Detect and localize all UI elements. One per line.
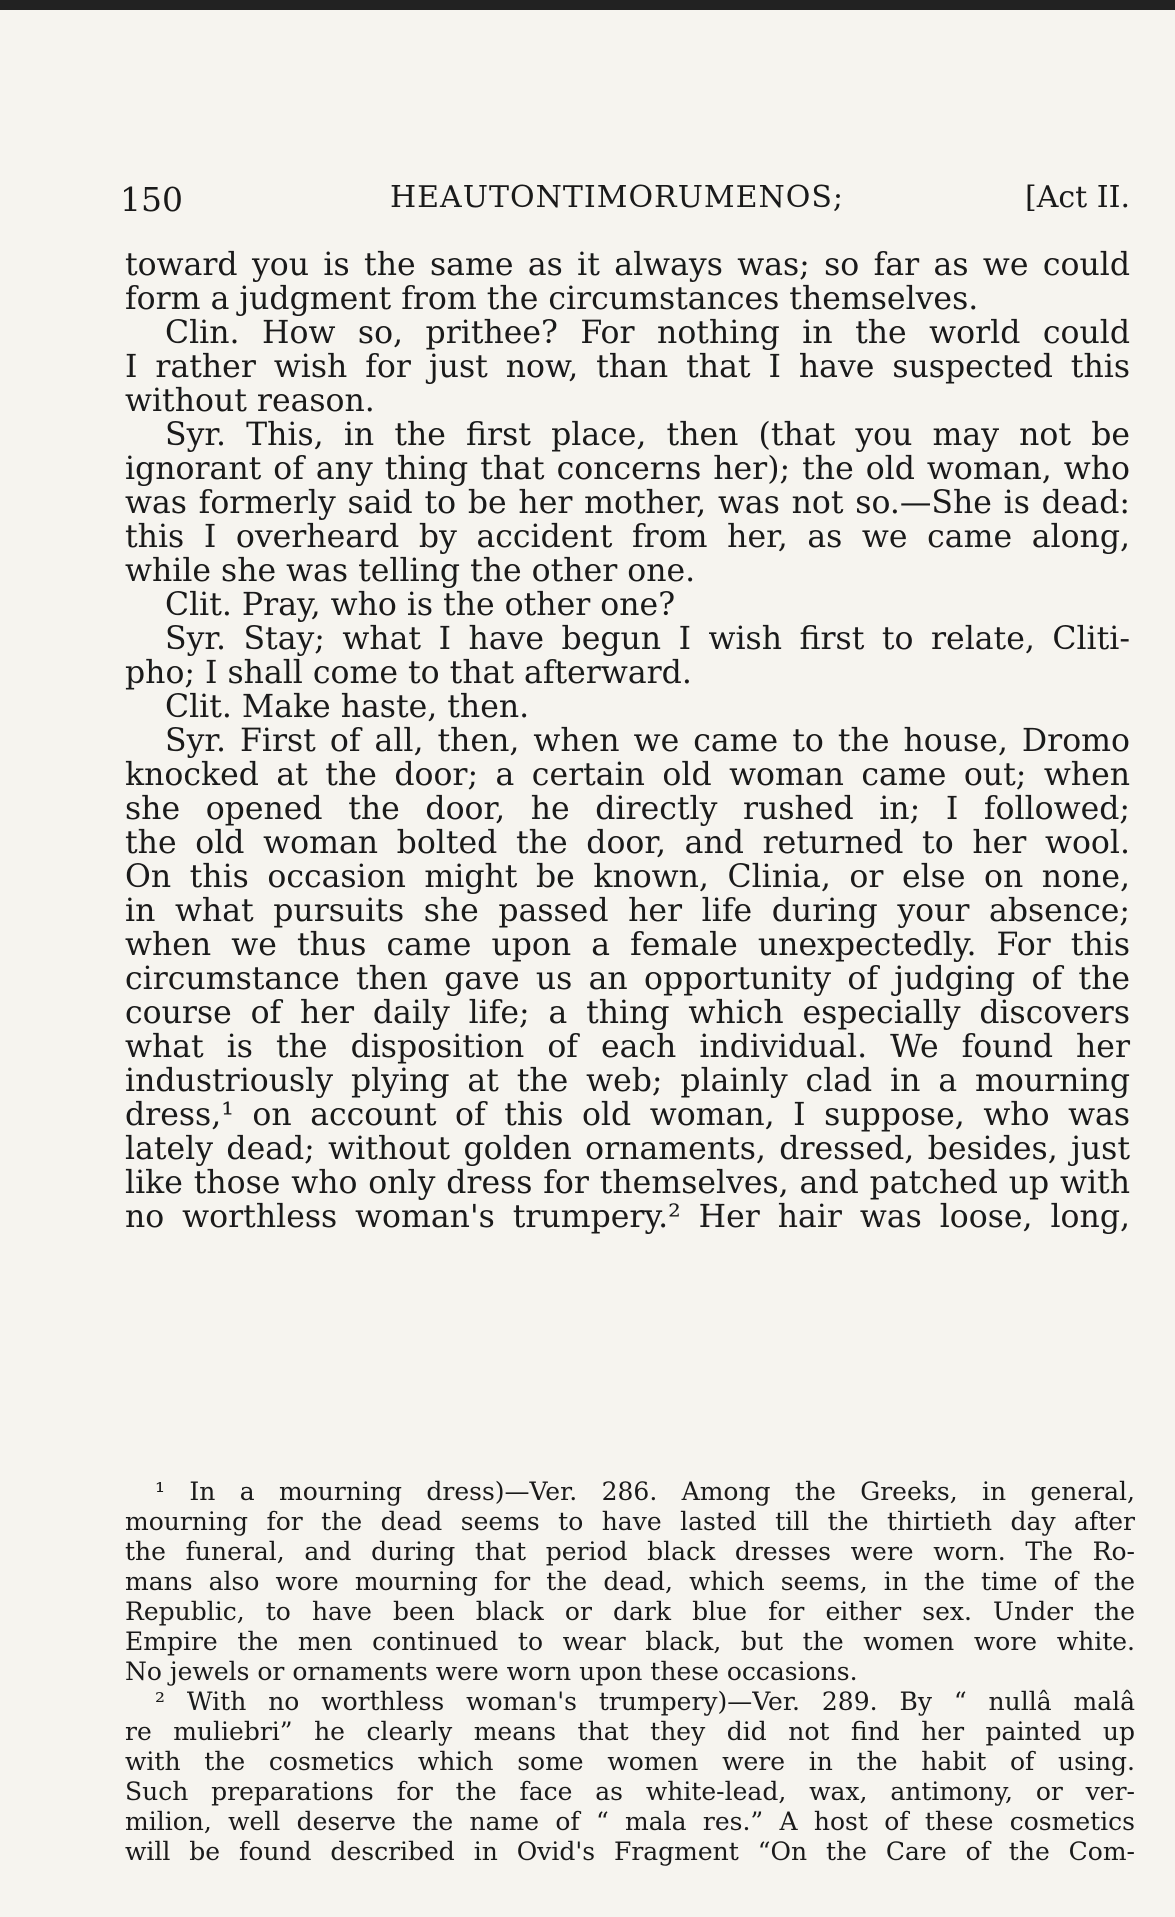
text-line: in what pursuits she passed her life during your absence; xyxy=(125,893,1130,929)
text-line: no worthless woman's trumpery.² Her hair was loose, long, xyxy=(125,1199,1130,1235)
text-line: when we thus came upon a female unexpectedly. For this xyxy=(125,927,1130,963)
text-line: without reason. xyxy=(125,383,375,419)
footnote-line: Republic, to have been black or dark blue for either sex. Under the xyxy=(125,1597,1135,1626)
text-line: Clin. How so, prithee? For nothing in the world could xyxy=(165,315,1130,351)
footnote-line: ² With no worthless woman's trumpery)—Ver. 289. By “ nullâ malâ xyxy=(155,1687,1135,1716)
footnote-line: Empire the men continued to wear black, but the women wore white. xyxy=(125,1627,1135,1656)
footnote-line: with the cosmetics which some women were in the habit of using. xyxy=(125,1747,1135,1776)
act-label: [Act II. xyxy=(1025,180,1130,215)
text-line: the old woman bolted the door, and returned to her wool. xyxy=(125,825,1130,861)
text-line: was formerly said to be her mother, was not so.—She is dead: xyxy=(125,485,1130,521)
footnote-line: Such preparations for the face as white-lead, wax, antimony, or ver- xyxy=(125,1777,1135,1806)
text-line: lately dead; without golden ornaments, dressed, besides, just xyxy=(125,1131,1130,1167)
text-line: course of her daily life; a thing which especially discovers xyxy=(125,995,1130,1031)
text-line: pho; I shall come to that afterward. xyxy=(125,655,692,691)
text-line: industriously plying at the web; plainly clad in a mourning xyxy=(125,1063,1130,1099)
text-line: toward you is the same as it always was; so far as we could xyxy=(125,247,1130,283)
text-line: On this occasion might be known, Clinia, or else on none, xyxy=(125,859,1130,895)
text-line: Syr. First of all, then, when we came to the house, Dromo xyxy=(165,723,1130,759)
footnote-line: re muliebri” he clearly means that they did not find her painted up xyxy=(125,1717,1135,1746)
footnote-line: ¹ In a mourning dress)—Ver. 286. Among the Greeks, in general, xyxy=(155,1477,1135,1506)
text-line: ignorant of any thing that concerns her); the old woman, who xyxy=(125,451,1130,487)
text-line: form a judgment from the circumstances themselves. xyxy=(125,281,979,317)
page-number: 150 xyxy=(120,180,183,219)
text-line: circumstance then gave us an opportunity of judging of the xyxy=(125,961,1130,997)
text-line: she opened the door, he directly rushed in; I followed; xyxy=(125,791,1130,827)
footnote-line: No jewels or ornaments were worn upon these occasions. xyxy=(125,1657,858,1686)
text-line: Clit. Pray, who is the other one? xyxy=(165,587,676,623)
text-line: Syr. This, in the first place, then (that you may not be xyxy=(165,417,1130,453)
footnote-line: mans also wore mourning for the dead, which seems, in the time of the xyxy=(125,1567,1135,1596)
page-header xyxy=(120,180,1130,230)
text-line: this I overheard by accident from her, as we came along, xyxy=(125,519,1130,555)
footnote-line: milion, well deserve the name of “ mala res.” A host of these cosmetics xyxy=(125,1807,1135,1836)
text-line: while she was telling the other one. xyxy=(125,553,696,589)
text-line: I rather wish for just now, than that I have suspected this xyxy=(125,349,1130,385)
footnote-line: mourning for the dead seems to have lasted till the thirtieth day after xyxy=(125,1507,1135,1536)
top-edge-rule xyxy=(0,0,1175,10)
text-line: knocked at the door; a certain old woman came out; when xyxy=(125,757,1130,793)
text-line: dress,¹ on account of this old woman, I suppose, who was xyxy=(125,1097,1130,1133)
text-line: Syr. Stay; what I have begun I wish first to relate, Cliti- xyxy=(165,621,1130,657)
text-line: like those who only dress for themselves, and patched up with xyxy=(125,1165,1130,1201)
footnote-line: will be found described in Ovid's Fragment “On the Care of the Com- xyxy=(125,1837,1135,1866)
footnote-line: the funeral, and during that period black dresses were worn. The Ro- xyxy=(125,1537,1135,1566)
running-title: HEAUTONTIMORUMENOS; xyxy=(390,180,845,215)
text-line: Clit. Make haste, then. xyxy=(165,689,530,725)
text-line: what is the disposition of each individual. We found her xyxy=(125,1029,1130,1065)
